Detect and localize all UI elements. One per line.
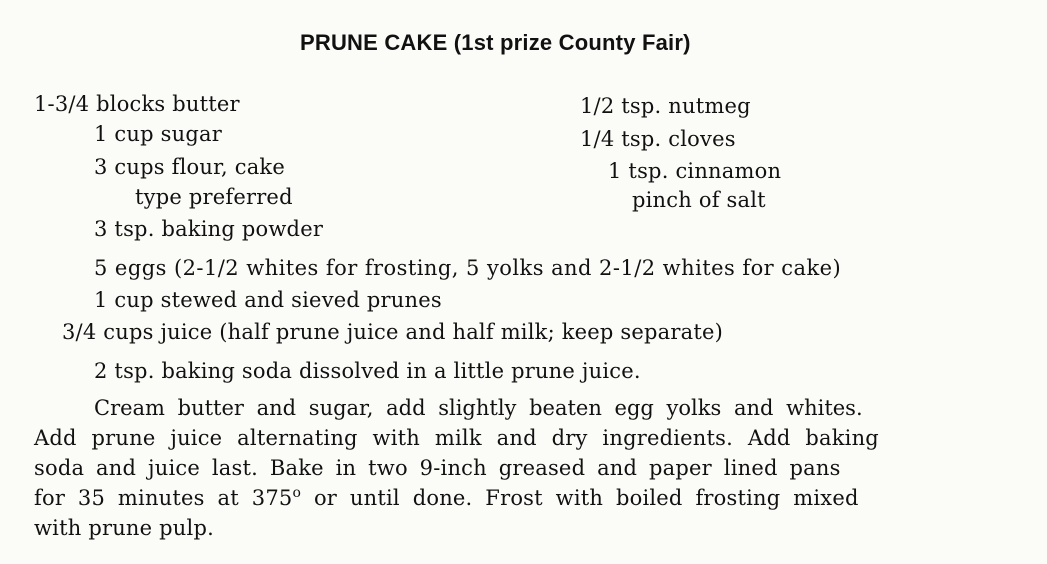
instruction-line-1	[94, 398, 1024, 419]
ingredient-salt: pinch of salt	[632, 188, 766, 212]
ingredient-baking-powder: 3 tsp. baking powder	[94, 217, 324, 241]
degree-symbol: o	[292, 485, 302, 501]
instruction-frost: or until done. Frost with boiled frosting mixed	[301, 486, 859, 510]
ingredient-prunes: 1 cup stewed and sieved prunes	[94, 288, 442, 312]
ingredient-cloves: 1/4 tsp. cloves	[580, 127, 736, 151]
instruction-temp: for 35 minutes at 375	[34, 486, 293, 510]
ingredient-juice: 3/4 cups juice (half prune juice and half milk; keep separate)	[62, 320, 724, 344]
instruction-line-3: soda and juice last. Bake in two 9-inch greased and paper lined pans	[34, 456, 841, 480]
instruction-line-5: with prune pulp.	[34, 516, 214, 540]
instruction-line-4	[34, 485, 859, 510]
ingredient-flour: 3 cups flour, cake	[94, 155, 285, 179]
ingredient-nutmeg: 1/2 tsp. nutmeg	[580, 94, 751, 118]
ingredient-butter: 1-3/4 blocks butter	[34, 92, 240, 116]
ingredient-baking-soda: 2 tsp. baking soda dissolved in a little prune juice.	[94, 359, 641, 383]
recipe-title: PRUNE CAKE (1st prize County Fair)	[300, 30, 691, 55]
ingredient-flour-note: type preferred	[135, 185, 293, 209]
ingredient-sugar: 1 cup sugar	[94, 122, 222, 146]
instruction-text: Cream butter and sugar, add slightly beaten egg yolks and whites.	[94, 396, 863, 420]
ingredient-cinnamon: 1 tsp. cinnamon	[608, 159, 782, 183]
ingredient-eggs: 5 eggs (2-1/2 whites for frosting, 5 yolks and 2-1/2 whites for cake)	[94, 256, 842, 280]
instruction-line-2: Add prune juice alternating with milk and dry ingredients. Add baking	[34, 426, 879, 450]
